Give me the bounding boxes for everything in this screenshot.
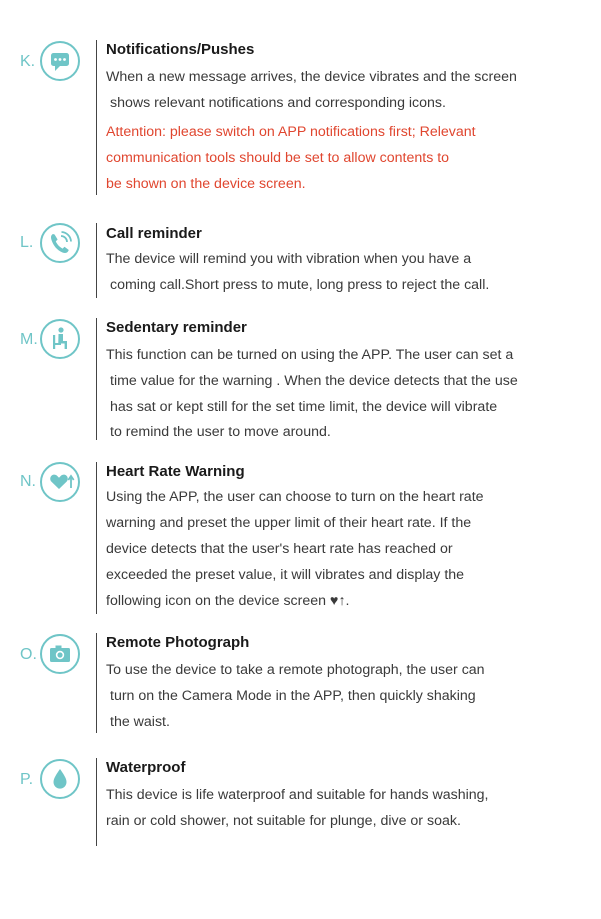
section-letter: O. — [20, 646, 37, 663]
section-text-line: time value for the warning . When the device detects that the use — [110, 373, 518, 389]
section-title: Remote Photograph — [106, 634, 250, 651]
chat-bubble-icon — [40, 41, 80, 81]
section-text-line: This function can be turned on using the APP. The user can set a — [106, 347, 514, 363]
section-divider — [96, 633, 97, 733]
section-text-line: To use the device to take a remote photograph, the user can — [106, 662, 485, 678]
section-divider — [96, 318, 97, 440]
section-title: Heart Rate Warning — [106, 463, 245, 480]
section-remote-photograph — [0, 633, 601, 738]
section-text-line: Using the APP, the user can choose to turn on the heart rate — [106, 489, 484, 505]
section-text-line: coming call.Short press to mute, long press to reject the call. — [110, 277, 490, 293]
section-heart-rate-warning — [0, 462, 601, 617]
attention-text-line: be shown on the device screen. — [106, 176, 306, 192]
section-text-line: rain or cold shower, not suitable for plunge, dive or soak. — [106, 813, 461, 829]
section-waterproof — [0, 758, 601, 848]
section-divider — [96, 223, 97, 298]
section-text-line: exceeded the preset value, it will vibrates and display the — [106, 567, 465, 583]
section-divider — [96, 40, 97, 195]
section-text-line: warning and preset the upper limit of their heart rate. If the — [106, 515, 472, 531]
section-title: Sedentary reminder — [106, 319, 247, 336]
section-letter: N. — [20, 473, 36, 490]
section-text-line: to remind the user to move around. — [110, 424, 331, 440]
section-divider — [96, 462, 97, 614]
section-text-line: following icon on the device screen ♥↑. — [106, 593, 350, 609]
camera-icon — [40, 634, 80, 674]
attention-text-line: communication tools should be set to allow contents to — [106, 150, 450, 166]
heart-arrow-up-icon — [40, 462, 80, 502]
attention-text-line: Attention: please switch on APP notifications first; Relevant — [106, 124, 476, 140]
section-text-line: turn on the Camera Mode in the APP, then quickly shaking — [110, 688, 476, 704]
section-letter: K. — [20, 53, 36, 70]
seated-person-icon — [40, 319, 80, 359]
section-text-line: When a new message arrives, the device vibrates and the screen — [106, 69, 517, 85]
section-divider — [96, 758, 97, 846]
water-drop-icon — [40, 759, 80, 799]
section-text-line: has sat or kept still for the set time limit, the device will vibrate — [110, 399, 498, 415]
section-text-line: the waist. — [110, 714, 170, 730]
phone-ringing-icon — [40, 223, 80, 263]
section-letter: L. — [20, 234, 34, 251]
section-letter: P. — [20, 771, 34, 788]
section-text-line: The device will remind you with vibration when you have a — [106, 251, 472, 267]
section-notifications — [0, 40, 601, 200]
section-text-line: This device is life waterproof and suitable for hands washing, — [106, 787, 489, 803]
section-letter: M. — [20, 331, 38, 348]
section-text-line: shows relevant notifications and corresponding icons. — [110, 95, 446, 111]
section-sedentary-reminder — [0, 318, 601, 443]
section-title: Call reminder — [106, 225, 202, 242]
section-title: Waterproof — [106, 759, 186, 776]
section-title: Notifications/Pushes — [106, 41, 255, 58]
section-text-line: device detects that the user's heart rate has reached or — [106, 541, 453, 557]
section-call-reminder — [0, 223, 601, 303]
